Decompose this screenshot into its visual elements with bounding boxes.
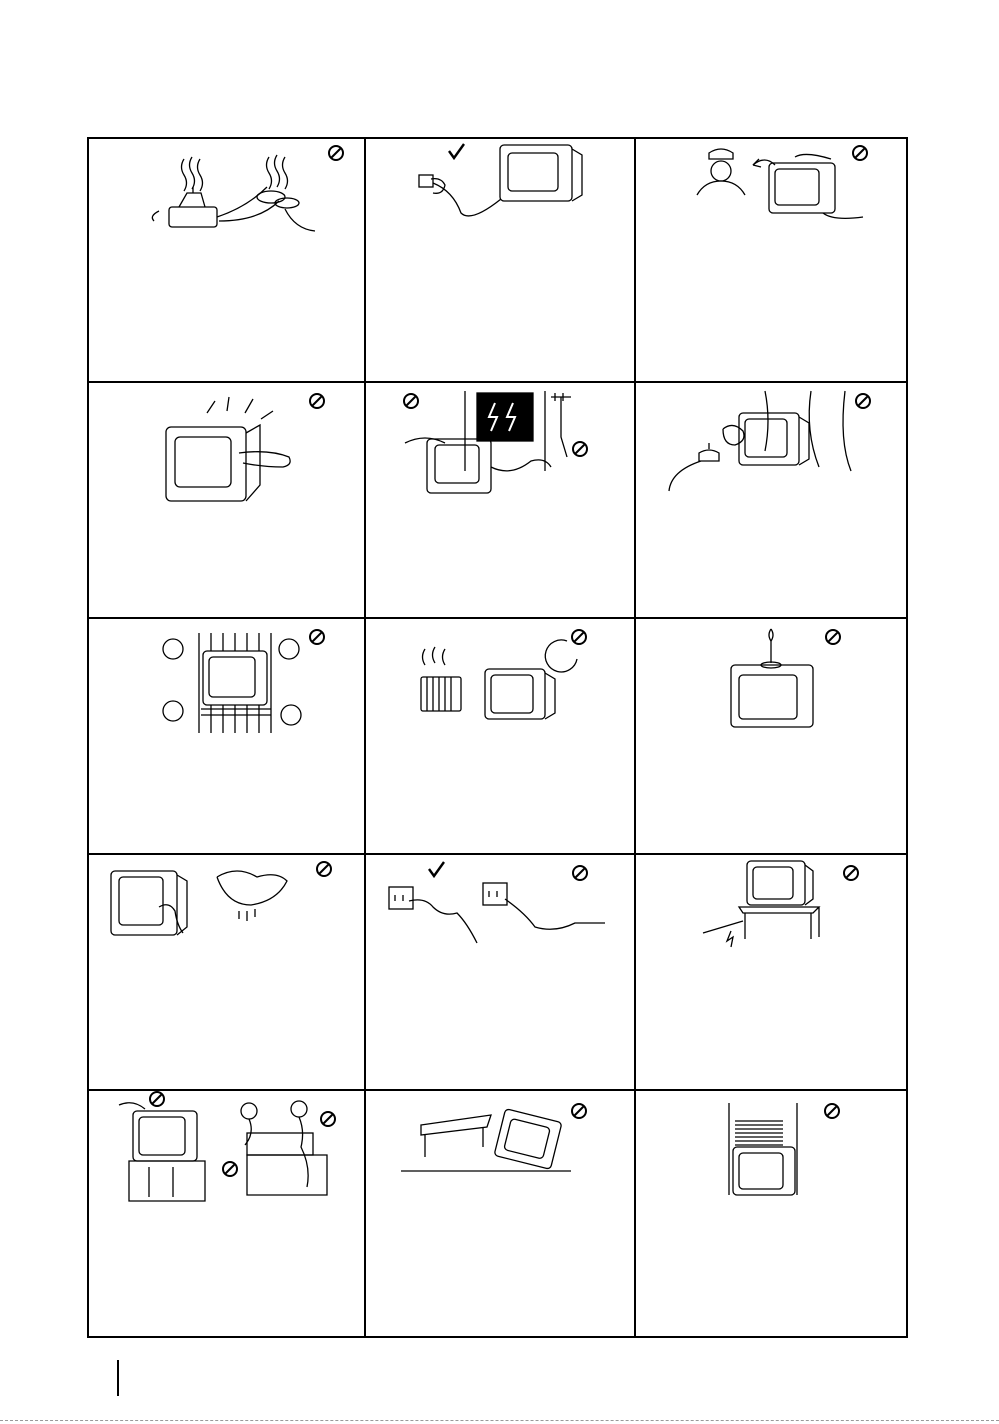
cell-service-technician [635, 139, 906, 381]
cell-overloaded-outlet [89, 139, 364, 381]
prohibited-icon [89, 619, 364, 853]
cell-unplug-when-unused [365, 139, 634, 381]
prohibited-icon [89, 1091, 364, 1340]
cell-no-touch-during-lightning [365, 383, 634, 617]
cell-no-climbing [89, 1091, 364, 1340]
prohibited-icon [635, 855, 906, 1089]
prohibited-icon [635, 383, 906, 617]
cell-dry-cloth-only [89, 855, 364, 1089]
prohibited-icon [89, 139, 364, 381]
cell-no-objects-in-vents [89, 383, 364, 617]
cell-no-enclosed-placement [635, 1091, 906, 1340]
cell-no-humidity [635, 383, 906, 617]
prohibited-icon [89, 383, 364, 617]
cell-no-blocked-ventilation [89, 619, 364, 853]
prohibited-icon [365, 619, 634, 853]
page-number-bar [117, 1360, 119, 1396]
prohibited-icon [635, 1091, 906, 1340]
cell-no-candles-on-top [635, 619, 906, 853]
warning-illustration-grid [87, 137, 908, 1338]
prohibited-icon [365, 855, 634, 1089]
cell-no-damaged-cord [635, 855, 906, 1089]
prohibited-icon [365, 383, 634, 617]
cell-no-heat-sources [365, 619, 634, 853]
check-icon [365, 139, 634, 381]
page-bottom-edge [0, 1420, 999, 1421]
cell-no-unstable-surface [365, 1091, 634, 1340]
prohibited-icon [89, 855, 364, 1089]
prohibited-icon [635, 619, 906, 853]
prohibited-icon [635, 139, 906, 381]
cell-pull-plug-not-cord [365, 855, 634, 1089]
prohibited-icon [365, 1091, 634, 1340]
